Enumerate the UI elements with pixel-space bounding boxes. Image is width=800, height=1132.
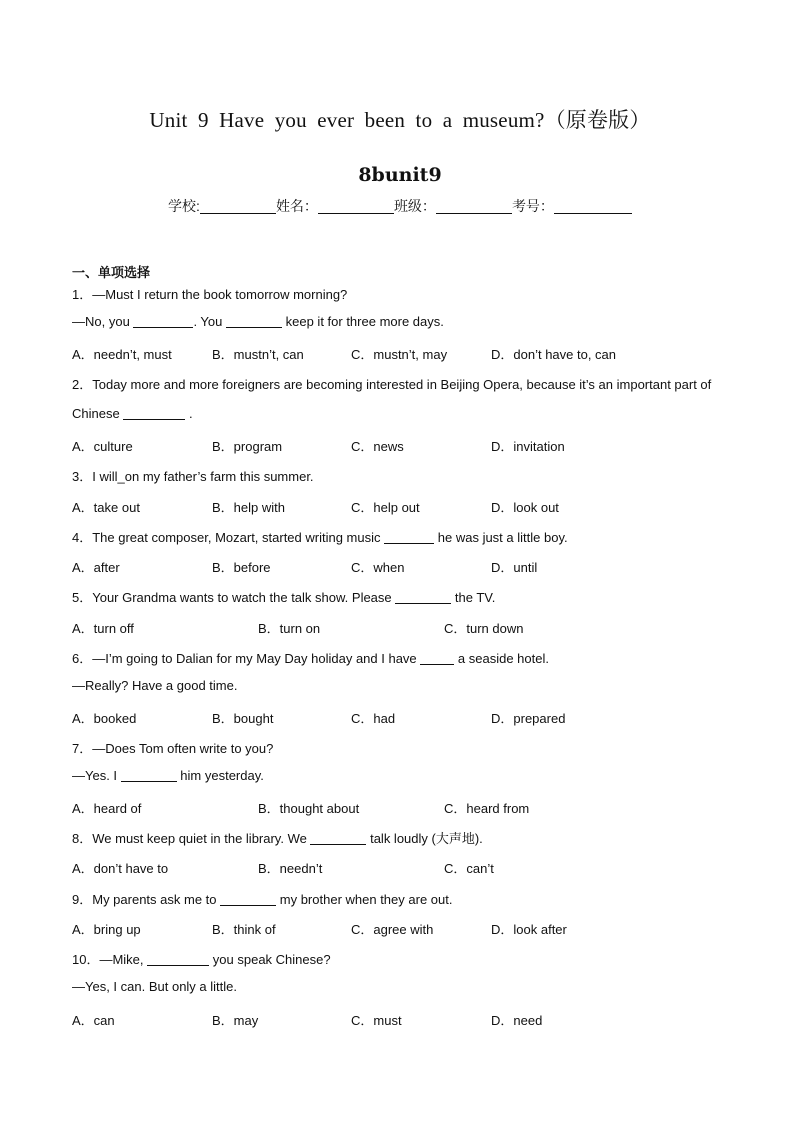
answer-blank[interactable] (121, 769, 177, 782)
question-7-option-b[interactable]: B．thought about (258, 801, 360, 816)
question-1-line2: —No, you . You keep it for three more days. (72, 314, 444, 329)
question-2-stem: 2．Today more and more foreigners are becoming interested in Beijing Opera, because it’s an important part of (72, 377, 712, 392)
class-blank[interactable] (436, 199, 512, 214)
question-4-option-d[interactable]: D．until (491, 560, 538, 575)
question-2-option-a[interactable]: A．culture (72, 439, 133, 454)
question-5-option-b[interactable]: B．turn on (258, 621, 321, 636)
question-10-option-d[interactable]: D．need (491, 1013, 543, 1028)
question-3-stem: 3．I will_on my father’s farm this summer. (72, 469, 314, 484)
name-blank[interactable] (318, 199, 394, 214)
document-title: Unit 9 Have you ever been to a museum?（原卷版） (149, 108, 651, 132)
question-6-option-a[interactable]: A．booked (72, 711, 137, 726)
question-5-option-a[interactable]: A．turn off (72, 621, 134, 636)
question-2-option-c[interactable]: C．news (351, 439, 404, 454)
student-info-line (0, 196, 800, 216)
question-4-option-b[interactable]: B．before (212, 560, 271, 575)
answer-blank[interactable] (133, 315, 193, 328)
number-label: 考号： (511, 198, 554, 214)
question-7-line2: —Yes. I him yesterday. (72, 768, 264, 783)
name-label: 姓名： (275, 198, 318, 214)
question-6-line2: —Really? Have a good time. (72, 678, 238, 693)
question-3-option-c[interactable]: C．help out (351, 500, 420, 515)
question-7-option-a[interactable]: A．heard of (72, 801, 142, 816)
question-9-option-a[interactable]: A．bring up (72, 922, 141, 937)
question-10-stem: 10．—Mike, you speak Chinese? (72, 952, 331, 967)
question-9-option-b[interactable]: B．think of (212, 922, 276, 937)
question-8-option-b[interactable]: B．needn’t (258, 861, 323, 876)
question-1-option-a[interactable]: A．needn’t, must (72, 347, 172, 362)
question-10-option-b[interactable]: B．may (212, 1013, 259, 1028)
question-5-option-c[interactable]: C．turn down (444, 621, 524, 636)
question-5-stem: 5．Your Grandma wants to watch the talk show. Please the TV. (72, 590, 496, 605)
answer-blank[interactable] (384, 531, 434, 544)
question-4-stem: 4．The great composer, Mozart, started writing music he was just a little boy. (72, 530, 568, 545)
question-8-option-a[interactable]: A．don’t have to (72, 861, 169, 876)
question-1-stem: 1．—Must I return the book tomorrow morning? (72, 287, 348, 302)
question-3-option-b[interactable]: B．help with (212, 500, 285, 515)
school-blank[interactable] (200, 199, 276, 214)
class-label: 班级： (393, 198, 436, 214)
document-subtitle: 8bunit9 (358, 164, 442, 186)
question-9-option-c[interactable]: C．agree with (351, 922, 434, 937)
school-label: 学校: (168, 198, 200, 214)
answer-blank[interactable] (226, 315, 282, 328)
question-9-option-d[interactable]: D．look after (491, 922, 567, 937)
answer-blank[interactable] (420, 652, 454, 665)
answer-blank[interactable] (395, 591, 451, 604)
question-6-option-d[interactable]: D．prepared (491, 711, 566, 726)
question-10-option-a[interactable]: A．can (72, 1013, 115, 1028)
question-8-option-c[interactable]: C．can’t (444, 861, 494, 876)
question-3-option-d[interactable]: D．look out (491, 500, 559, 515)
question-10-line2: —Yes, I can. But only a little. (72, 979, 237, 994)
question-1-option-c[interactable]: C．mustn’t, may (351, 347, 448, 362)
number-blank[interactable] (554, 199, 632, 214)
question-7-option-c[interactable]: C．heard from (444, 801, 530, 816)
question-2-line2: Chinese . (72, 406, 193, 421)
question-6-option-b[interactable]: B．bought (212, 711, 274, 726)
answer-blank[interactable] (147, 953, 209, 966)
question-7-stem: 7．—Does Tom often write to you? (72, 741, 274, 756)
section-title: 一、单项选择 (72, 265, 151, 280)
answer-blank[interactable] (220, 893, 276, 906)
question-6-option-c[interactable]: C．had (351, 711, 396, 726)
question-1-option-b[interactable]: B．mustn’t, can (212, 347, 304, 362)
question-6-stem: 6．—I’m going to Dalian for my May Day holiday and I have a seaside hotel. (72, 651, 549, 666)
answer-blank[interactable] (310, 832, 366, 845)
question-9-stem: 9．My parents ask me to my brother when they are out. (72, 892, 453, 907)
question-8-stem: 8．We must keep quiet in the library. We talk loudly (大声地). (72, 831, 483, 846)
question-4-option-a[interactable]: A．after (72, 560, 120, 575)
question-4-option-c[interactable]: C．when (351, 560, 405, 575)
question-10-option-c[interactable]: C．must (351, 1013, 402, 1028)
question-1-option-d[interactable]: D．don’t have to, can (491, 347, 617, 362)
question-2-option-d[interactable]: D．invitation (491, 439, 565, 454)
question-3-option-a[interactable]: A．take out (72, 500, 140, 515)
answer-blank[interactable] (123, 407, 185, 420)
question-2-option-b[interactable]: B．program (212, 439, 283, 454)
